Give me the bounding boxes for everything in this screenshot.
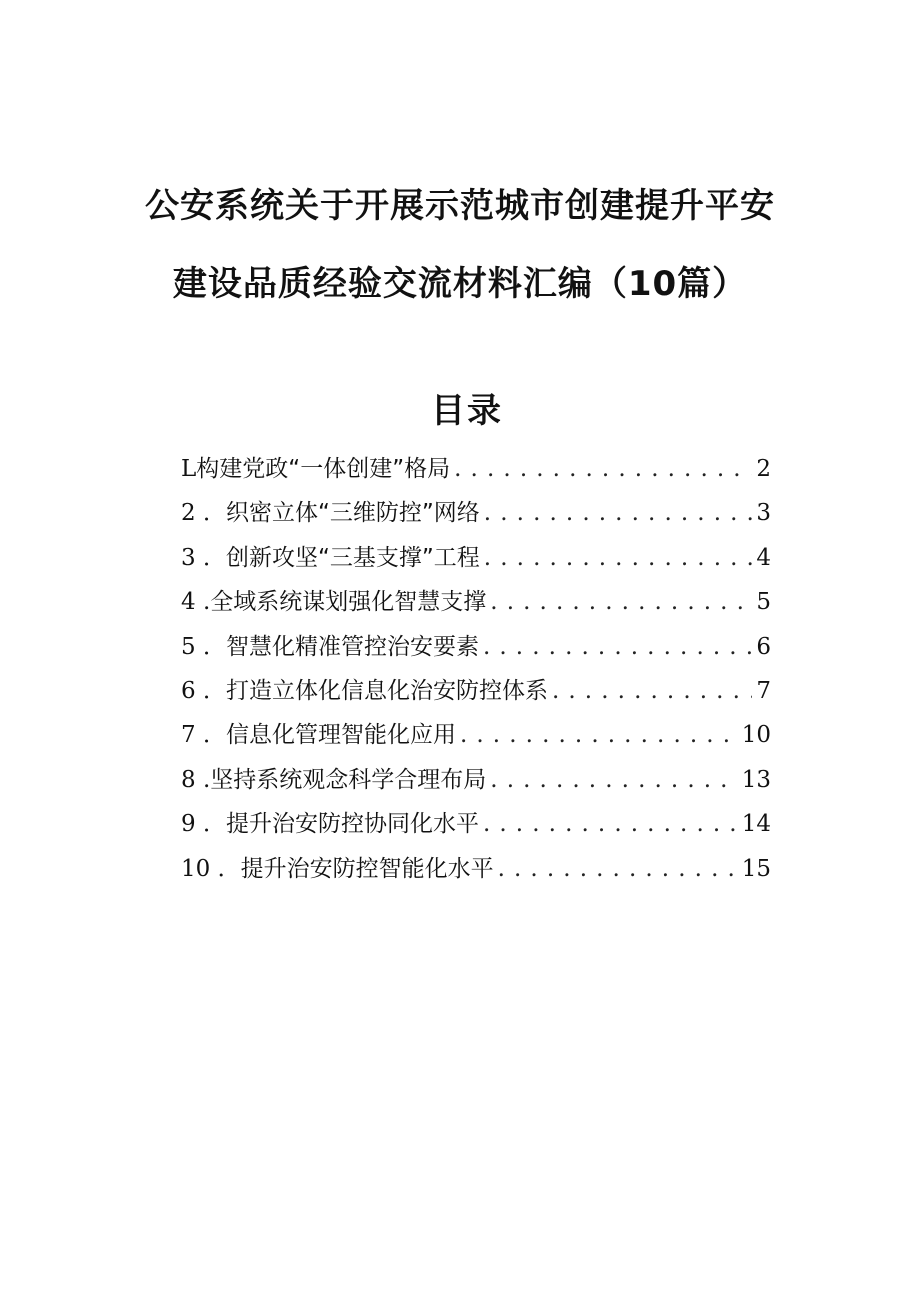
toc-entry-title: 构建党政“一体创建”格局	[196, 456, 451, 482]
toc-entry-title: 提升治安防控协同化水平	[225, 811, 479, 838]
toc-entry-title: 创新攻坚“三基支撑”工程	[225, 544, 480, 571]
toc-entry-title: 智慧化精准管控治安要素	[225, 633, 479, 660]
toc-entry-page: 3	[756, 500, 771, 527]
toc-entry-number: 3 ．	[181, 544, 226, 571]
toc-entry-number: 5 ．	[181, 633, 226, 660]
toc-entry-page: 13	[741, 766, 771, 793]
toc-dot-leader	[490, 763, 737, 797]
toc-entry-title: 坚持系统观念科学合理布局	[210, 766, 487, 793]
toc-entry-number: 4 .	[181, 589, 211, 616]
document-title-line-2: 建设品质经验交流材料汇编（10篇）	[172, 264, 748, 304]
toc-dot-leader	[490, 585, 752, 619]
toc-entry-page: 6	[756, 633, 771, 660]
toc-entry-number: 8 .	[181, 766, 211, 793]
toc-entry[interactable]	[181, 718, 771, 762]
toc-dot-leader	[460, 718, 738, 752]
toc-entry-page: 14	[741, 811, 771, 838]
toc-entry-page: 2	[756, 456, 771, 482]
toc-entry-number: L	[181, 456, 197, 482]
toc-entry-page: 10	[741, 722, 771, 749]
toc-entry-title: 信息化管理智能化应用	[225, 722, 456, 749]
toc-entry-number: 2 ．	[181, 500, 226, 527]
toc-entry[interactable]	[181, 807, 771, 851]
toc-entry-title: 提升治安防控智能化水平	[240, 855, 494, 882]
toc-entry[interactable]	[181, 763, 771, 807]
toc-entry-page: 5	[756, 589, 771, 616]
toc-entry[interactable]	[181, 452, 771, 496]
toc-entry-page: 4	[756, 544, 771, 571]
toc-entry[interactable]	[181, 630, 771, 674]
toc-dot-leader	[498, 852, 738, 886]
toc-entry-number: 6 ．	[181, 677, 226, 704]
toc-entry-number: 9 ．	[181, 811, 226, 838]
toc-dot-leader	[483, 807, 738, 841]
toc-heading: 目录	[431, 391, 503, 431]
toc-entry-number: 7 ．	[181, 722, 226, 749]
toc-entry[interactable]	[181, 674, 771, 718]
toc-entry-number: 10 ．	[181, 855, 241, 882]
toc-dot-leader	[454, 452, 752, 486]
toc-entry[interactable]	[181, 496, 771, 540]
toc-dot-leader	[484, 496, 753, 530]
document-title-line-1: 公安系统关于开展示范城市创建提升平安	[145, 186, 775, 226]
table-of-contents	[181, 452, 771, 896]
toc-entry[interactable]	[181, 852, 771, 896]
toc-entry-title: 全域系统谋划强化智慧支撑	[210, 589, 487, 616]
toc-entry[interactable]	[181, 585, 771, 629]
toc-entry-title: 织密立体“三维防控”网络	[225, 500, 480, 527]
toc-entry-page: 15	[741, 855, 771, 882]
toc-dot-leader	[552, 674, 752, 708]
toc-entry-page: 7	[756, 677, 771, 704]
toc-dot-leader	[484, 541, 753, 575]
toc-entry-title: 打造立体化信息化治安防控体系	[225, 677, 548, 704]
toc-dot-leader	[483, 630, 752, 664]
toc-entry[interactable]	[181, 541, 771, 585]
